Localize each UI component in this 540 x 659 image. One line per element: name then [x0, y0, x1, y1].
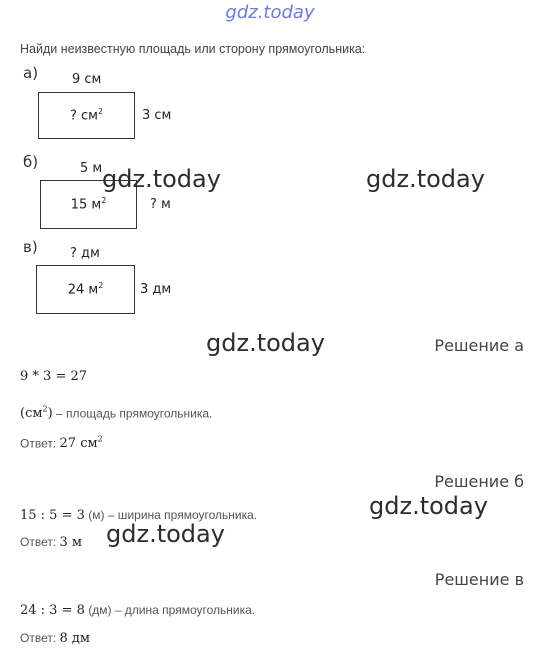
task-text: Найди неизвестную площадь или сторону прямоугольника:: [20, 42, 366, 56]
figure-c-area-label: 24 $м^2$: [67, 281, 104, 298]
watermark: gdz.today: [102, 165, 221, 193]
figure-b-side-label: ? м: [150, 197, 171, 212]
solution-a-line: $(см^2)$ – площадь прямоугольника.: [20, 405, 213, 422]
solution-b-line: 15 : 5 = 3 (м) – ширина прямоугольника.: [20, 508, 258, 523]
figure-a-rectangle: [38, 92, 135, 139]
solution-c-answer-value: 8 дм: [59, 631, 91, 646]
figure-a-area-label: ? $см^2$: [69, 107, 104, 124]
solution-b-answer-value: 3 м: [59, 535, 83, 550]
figure-c-top-label: ? дм: [70, 246, 100, 261]
solution-a-heading: Решение а: [434, 336, 524, 355]
solution-b-heading: Решение б: [434, 472, 524, 491]
solution-c-answer: Ответ: 8 дм: [20, 631, 91, 646]
figure-b-letter: б): [23, 153, 39, 171]
site-logo: gdz.today: [225, 2, 315, 23]
figure-b-area-label: 15 $м^2$: [70, 196, 107, 213]
figure-a-side-label: 3 см: [142, 108, 172, 123]
watermark: gdz.today: [369, 492, 488, 520]
solution-a-answer: Ответ: 27 $см^2$: [20, 435, 103, 452]
solution-a-unit: $(см^2)$: [20, 405, 53, 422]
figure-c-letter: в): [23, 238, 38, 256]
watermark: gdz.today: [206, 329, 325, 357]
solution-b-answer: Ответ: 3 м: [20, 535, 83, 550]
solution-a-expression: 9 * 3 = 27: [20, 369, 88, 384]
figure-b-top-label: 5 м: [80, 161, 103, 176]
figure-a-top-label: 9 см: [72, 72, 102, 87]
solution-c-heading: Решение в: [434, 570, 524, 589]
solution-c-line: 24 : 3 = 8 (дм) – длина прямоугольника.: [20, 603, 256, 618]
watermark: gdz.today: [366, 165, 485, 193]
figure-a-letter: а): [23, 64, 39, 82]
solution-a-answer-value: 27 $см^2$: [59, 435, 103, 452]
watermark: gdz.today: [106, 520, 225, 548]
figure-c-side-label: 3 дм: [140, 282, 172, 297]
figure-c-rectangle: [36, 265, 135, 314]
